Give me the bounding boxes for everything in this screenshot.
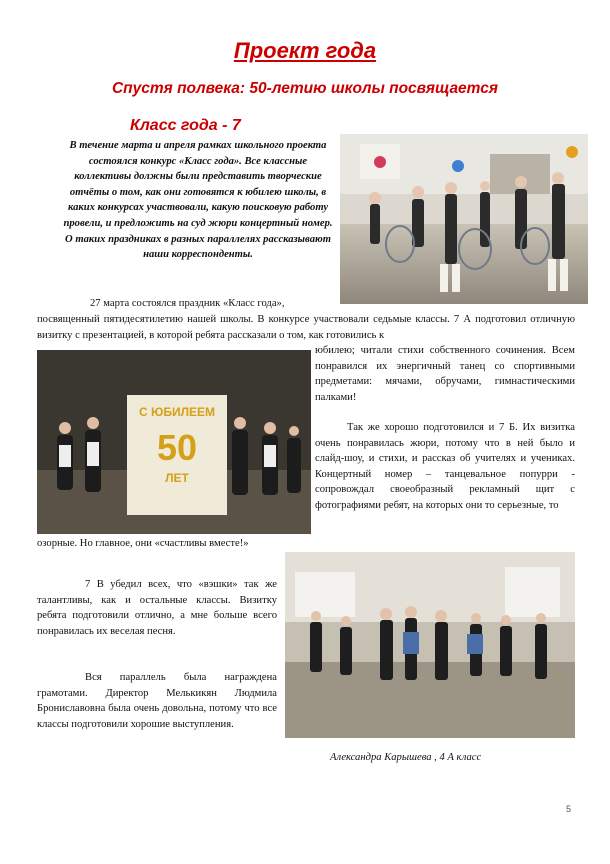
paragraph-2: Так же хорошо подготовился и 7 Б. Их визитка очень понравилась жюри, потому что в ней было и слайд-шоу, и стихи, и рассказ об учителях и учениках. Концертный номер – танцевальное попурри - сопровождал своеобразный рекламный щит с фотографиями ребят, на которых они то серьезные, то xyxy=(315,422,575,511)
photo-dance-image xyxy=(285,552,575,738)
photo-gymnastics xyxy=(340,134,588,304)
page-subtitle: Спустя полвека: 50-летию школы посвящается xyxy=(111,80,499,97)
paragraph-1-side: юбилею; читали стихи собственного сочинения. Всем понравился их энергичный танец со спортивными предметами: мячами, обручами, гимнастическими палками! xyxy=(315,345,575,403)
photo-gymnastics-image xyxy=(340,134,588,304)
page-number: 5 xyxy=(566,804,572,814)
photo-banner-image xyxy=(37,350,311,534)
banner-word: ЛЕТ xyxy=(165,471,189,485)
photo-dance xyxy=(285,552,575,738)
paragraph-1: посвященный пятидесятилетию нашей школы. В конкурсе участвовали седьмые классы. 7 А подготовил отличную визитку с презентацией, в которой ребята рассказали о том, как готовились к xyxy=(37,314,575,341)
article-heading: Класс года - 7 xyxy=(130,117,241,134)
article-intro: В течение марта и апреля рамках школьного проекта состоялся конкурс «Класс года». Все классные коллективы должны были представить творческие отчёты о том, как они готовятся к юбилею школы, в каких конкурсах участвовали, какую поисковую работу провели, и предложить на суд жюри концертный номер. О таких праздниках в разных параллелях рассказывают наши корреспонденты. xyxy=(63,140,333,261)
paragraph-2-end: озорные. Но главное, они «счастливы вместе!» xyxy=(37,538,249,549)
paragraph-4: Вся параллель была награждена грамотами. Директор Мелькикян Людмила Брониславовна была очень довольна, потому что все классы подготовили хорошие выступления. xyxy=(37,672,277,730)
photo-anniversary-banner xyxy=(37,350,311,534)
banner-number: 50 xyxy=(156,427,198,468)
paragraph-3: 7 В убедил всех, что «вэшки» так же талантливы, как и остальные классы. Визитку ребята подготовили отлично, а мне больше всего понравилась их веселая песня. xyxy=(37,579,277,637)
paragraph-1-first-line: 27 марта состоялся праздник «Класс года», xyxy=(90,298,285,309)
page-title: Проект года xyxy=(233,38,377,63)
photo-caption: Александра Карышева , 4 А класс xyxy=(330,752,482,763)
banner-text: С ЮБИЛЕЕМ xyxy=(138,405,216,419)
